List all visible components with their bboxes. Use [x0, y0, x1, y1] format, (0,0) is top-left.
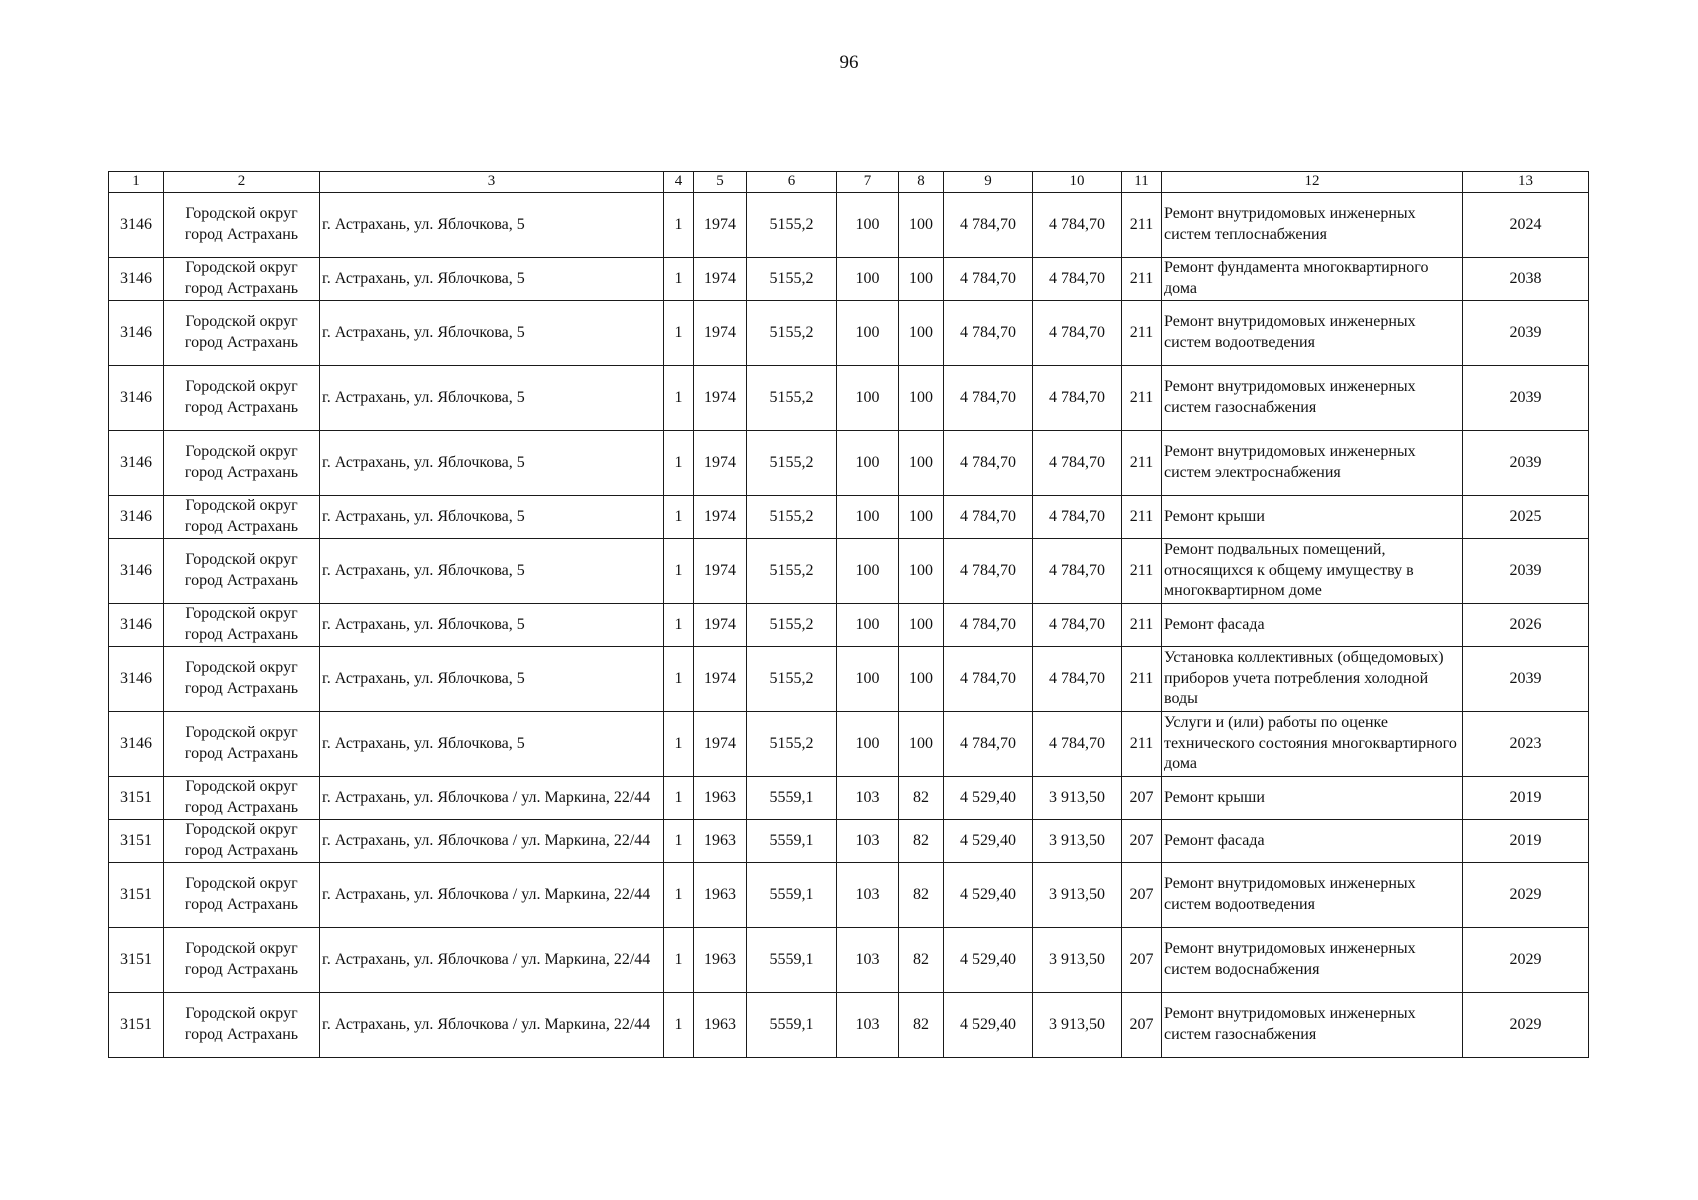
col7-cell: 100 — [837, 604, 899, 647]
col11-cell: 211 — [1122, 366, 1162, 431]
col7-cell: 100 — [837, 712, 899, 777]
col10-cell: 3 913,50 — [1033, 863, 1122, 928]
col7-cell: 100 — [837, 431, 899, 496]
col11-cell: 211 — [1122, 647, 1162, 712]
col4-cell: 1 — [664, 820, 694, 863]
row-number: 3151 — [109, 928, 164, 993]
col4-cell: 1 — [664, 777, 694, 820]
municipality-cell: Городской округ город Астрахань — [164, 258, 320, 301]
col8-cell: 82 — [899, 993, 944, 1058]
address-cell: г. Астрахань, ул. Яблочкова / ул. Маркина, 22/44 — [320, 928, 664, 993]
area-cell: 5559,1 — [747, 777, 837, 820]
col10-cell: 4 784,70 — [1033, 366, 1122, 431]
row-number: 3146 — [109, 193, 164, 258]
municipality-cell: Городской округ город Астрахань — [164, 777, 320, 820]
col10-cell: 4 784,70 — [1033, 647, 1122, 712]
address-cell: г. Астрахань, ул. Яблочкова, 5 — [320, 301, 664, 366]
row-number: 3146 — [109, 539, 164, 604]
col11-cell: 207 — [1122, 863, 1162, 928]
area-cell: 5155,2 — [747, 604, 837, 647]
work-type-cell: Ремонт внутридомовых инженерных систем водоотведения — [1162, 863, 1463, 928]
col4-cell: 1 — [664, 539, 694, 604]
col7-cell: 100 — [837, 301, 899, 366]
col9-cell: 4 784,70 — [944, 604, 1033, 647]
col10-cell: 4 784,70 — [1033, 539, 1122, 604]
row-number: 3146 — [109, 604, 164, 647]
row-number: 3146 — [109, 366, 164, 431]
table-row — [109, 539, 1589, 604]
col8-cell: 100 — [899, 366, 944, 431]
col8-cell: 100 — [899, 193, 944, 258]
row-number: 3151 — [109, 820, 164, 863]
year-cell: 1974 — [694, 496, 747, 539]
col7-cell: 103 — [837, 993, 899, 1058]
col11-cell: 211 — [1122, 258, 1162, 301]
column-header: 4 — [664, 172, 694, 193]
municipality-cell: Городской округ город Астрахань — [164, 431, 320, 496]
work-type-cell: Ремонт фасада — [1162, 604, 1463, 647]
column-header: 1 — [109, 172, 164, 193]
column-header: 11 — [1122, 172, 1162, 193]
col10-cell: 4 784,70 — [1033, 604, 1122, 647]
col7-cell: 100 — [837, 366, 899, 431]
planned-year-cell: 2029 — [1463, 863, 1589, 928]
col11-cell: 211 — [1122, 301, 1162, 366]
col4-cell: 1 — [664, 928, 694, 993]
col7-cell: 103 — [837, 863, 899, 928]
planned-year-cell: 2038 — [1463, 258, 1589, 301]
col10-cell: 4 784,70 — [1033, 496, 1122, 539]
work-type-cell: Ремонт подвальных помещений, относящихся к общему имуществу в многоквартирном доме — [1162, 539, 1463, 604]
address-cell: г. Астрахань, ул. Яблочкова / ул. Маркина, 22/44 — [320, 863, 664, 928]
col8-cell: 82 — [899, 820, 944, 863]
work-type-cell: Ремонт внутридомовых инженерных систем электроснабжения — [1162, 431, 1463, 496]
header-row — [109, 172, 1589, 193]
table-row — [109, 993, 1589, 1058]
col4-cell: 1 — [664, 604, 694, 647]
work-type-cell: Ремонт крыши — [1162, 777, 1463, 820]
col11-cell: 211 — [1122, 539, 1162, 604]
col7-cell: 103 — [837, 928, 899, 993]
address-cell: г. Астрахань, ул. Яблочкова, 5 — [320, 366, 664, 431]
col8-cell: 82 — [899, 928, 944, 993]
col10-cell: 4 784,70 — [1033, 712, 1122, 777]
address-cell: г. Астрахань, ул. Яблочкова, 5 — [320, 712, 664, 777]
table-row — [109, 820, 1589, 863]
col7-cell: 103 — [837, 777, 899, 820]
col9-cell: 4 784,70 — [944, 431, 1033, 496]
municipality-cell: Городской округ город Астрахань — [164, 193, 320, 258]
col4-cell: 1 — [664, 366, 694, 431]
table-header — [109, 172, 1589, 193]
col10-cell: 3 913,50 — [1033, 777, 1122, 820]
year-cell: 1963 — [694, 863, 747, 928]
col8-cell: 100 — [899, 258, 944, 301]
table-row — [109, 928, 1589, 993]
municipality-cell: Городской округ город Астрахань — [164, 539, 320, 604]
address-cell: г. Астрахань, ул. Яблочкова / ул. Маркина, 22/44 — [320, 777, 664, 820]
col8-cell: 100 — [899, 431, 944, 496]
municipality-cell: Городской округ город Астрахань — [164, 993, 320, 1058]
col8-cell: 100 — [899, 539, 944, 604]
col9-cell: 4 784,70 — [944, 647, 1033, 712]
address-cell: г. Астрахань, ул. Яблочкова, 5 — [320, 193, 664, 258]
row-number: 3151 — [109, 993, 164, 1058]
col10-cell: 4 784,70 — [1033, 193, 1122, 258]
col7-cell: 103 — [837, 820, 899, 863]
col7-cell: 100 — [837, 258, 899, 301]
year-cell: 1963 — [694, 928, 747, 993]
address-cell: г. Астрахань, ул. Яблочкова / ул. Маркина, 22/44 — [320, 993, 664, 1058]
col7-cell: 100 — [837, 496, 899, 539]
planned-year-cell: 2025 — [1463, 496, 1589, 539]
year-cell: 1974 — [694, 539, 747, 604]
planned-year-cell: 2029 — [1463, 993, 1589, 1058]
area-cell: 5155,2 — [747, 647, 837, 712]
col8-cell: 100 — [899, 712, 944, 777]
table-row — [109, 366, 1589, 431]
col9-cell: 4 529,40 — [944, 928, 1033, 993]
col4-cell: 1 — [664, 258, 694, 301]
col11-cell: 207 — [1122, 928, 1162, 993]
table-row — [109, 193, 1589, 258]
municipality-cell: Городской округ город Астрахань — [164, 820, 320, 863]
area-cell: 5155,2 — [747, 712, 837, 777]
work-type-cell: Ремонт внутридомовых инженерных систем теплоснабжения — [1162, 193, 1463, 258]
col4-cell: 1 — [664, 193, 694, 258]
planned-year-cell: 2039 — [1463, 647, 1589, 712]
table-row — [109, 496, 1589, 539]
row-number: 3151 — [109, 863, 164, 928]
col8-cell: 100 — [899, 604, 944, 647]
table-body — [109, 193, 1589, 1058]
work-type-cell: Ремонт фундамента многоквартирного дома — [1162, 258, 1463, 301]
area-cell: 5559,1 — [747, 863, 837, 928]
col8-cell: 82 — [899, 863, 944, 928]
municipality-cell: Городской округ город Астрахань — [164, 604, 320, 647]
col10-cell: 4 784,70 — [1033, 431, 1122, 496]
planned-year-cell: 2024 — [1463, 193, 1589, 258]
table-row — [109, 604, 1589, 647]
municipality-cell: Городской округ город Астрахань — [164, 647, 320, 712]
col4-cell: 1 — [664, 863, 694, 928]
column-header: 8 — [899, 172, 944, 193]
work-type-cell: Установка коллективных (общедомовых) приборов учета потребления холодной воды — [1162, 647, 1463, 712]
col8-cell: 100 — [899, 496, 944, 539]
planned-year-cell: 2023 — [1463, 712, 1589, 777]
col11-cell: 207 — [1122, 777, 1162, 820]
area-cell: 5559,1 — [747, 993, 837, 1058]
area-cell: 5155,2 — [747, 496, 837, 539]
address-cell: г. Астрахань, ул. Яблочкова, 5 — [320, 647, 664, 712]
address-cell: г. Астрахань, ул. Яблочкова, 5 — [320, 539, 664, 604]
work-type-cell: Услуги и (или) работы по оценке технического состояния многоквартирного дома — [1162, 712, 1463, 777]
col8-cell: 100 — [899, 647, 944, 712]
col11-cell: 211 — [1122, 431, 1162, 496]
address-cell: г. Астрахань, ул. Яблочкова, 5 — [320, 431, 664, 496]
column-header: 13 — [1463, 172, 1589, 193]
col9-cell: 4 784,70 — [944, 712, 1033, 777]
col4-cell: 1 — [664, 993, 694, 1058]
column-header: 6 — [747, 172, 837, 193]
table-row — [109, 777, 1589, 820]
address-cell: г. Астрахань, ул. Яблочкова, 5 — [320, 258, 664, 301]
area-cell: 5155,2 — [747, 301, 837, 366]
column-header: 7 — [837, 172, 899, 193]
col10-cell: 4 784,70 — [1033, 258, 1122, 301]
year-cell: 1974 — [694, 258, 747, 301]
municipality-cell: Городской округ город Астрахань — [164, 496, 320, 539]
table-row — [109, 258, 1589, 301]
col11-cell: 211 — [1122, 604, 1162, 647]
col4-cell: 1 — [664, 431, 694, 496]
column-header: 2 — [164, 172, 320, 193]
work-type-cell: Ремонт внутридомовых инженерных систем водоотведения — [1162, 301, 1463, 366]
row-number: 3146 — [109, 258, 164, 301]
planned-year-cell: 2039 — [1463, 366, 1589, 431]
col7-cell: 100 — [837, 193, 899, 258]
col8-cell: 100 — [899, 301, 944, 366]
column-header: 3 — [320, 172, 664, 193]
year-cell: 1974 — [694, 366, 747, 431]
planned-year-cell: 2039 — [1463, 301, 1589, 366]
municipality-cell: Городской округ город Астрахань — [164, 863, 320, 928]
planned-year-cell: 2039 — [1463, 431, 1589, 496]
col9-cell: 4 529,40 — [944, 820, 1033, 863]
col9-cell: 4 784,70 — [944, 366, 1033, 431]
col9-cell: 4 529,40 — [944, 777, 1033, 820]
area-cell: 5155,2 — [747, 366, 837, 431]
col4-cell: 1 — [664, 712, 694, 777]
col9-cell: 4 784,70 — [944, 496, 1033, 539]
col9-cell: 4 784,70 — [944, 258, 1033, 301]
col9-cell: 4 529,40 — [944, 863, 1033, 928]
year-cell: 1974 — [694, 647, 747, 712]
work-type-cell: Ремонт внутридомовых инженерных систем водоснабжения — [1162, 928, 1463, 993]
work-type-cell: Ремонт внутридомовых инженерных систем газоснабжения — [1162, 993, 1463, 1058]
address-cell: г. Астрахань, ул. Яблочкова, 5 — [320, 496, 664, 539]
year-cell: 1974 — [694, 431, 747, 496]
area-cell: 5155,2 — [747, 258, 837, 301]
area-cell: 5155,2 — [747, 193, 837, 258]
col11-cell: 211 — [1122, 712, 1162, 777]
area-cell: 5559,1 — [747, 820, 837, 863]
planned-year-cell: 2026 — [1463, 604, 1589, 647]
area-cell: 5559,1 — [747, 928, 837, 993]
municipality-cell: Городской округ город Астрахань — [164, 301, 320, 366]
row-number: 3146 — [109, 712, 164, 777]
registry-table — [108, 171, 1589, 1058]
row-number: 3146 — [109, 431, 164, 496]
row-number: 3151 — [109, 777, 164, 820]
column-header: 5 — [694, 172, 747, 193]
col10-cell: 3 913,50 — [1033, 820, 1122, 863]
year-cell: 1974 — [694, 712, 747, 777]
row-number: 3146 — [109, 301, 164, 366]
col11-cell: 211 — [1122, 193, 1162, 258]
column-header: 10 — [1033, 172, 1122, 193]
col9-cell: 4 784,70 — [944, 301, 1033, 366]
col10-cell: 3 913,50 — [1033, 993, 1122, 1058]
address-cell: г. Астрахань, ул. Яблочкова, 5 — [320, 604, 664, 647]
column-header: 12 — [1162, 172, 1463, 193]
municipality-cell: Городской округ город Астрахань — [164, 366, 320, 431]
table-row — [109, 863, 1589, 928]
planned-year-cell: 2019 — [1463, 777, 1589, 820]
col11-cell: 207 — [1122, 820, 1162, 863]
area-cell: 5155,2 — [747, 431, 837, 496]
col9-cell: 4 784,70 — [944, 193, 1033, 258]
planned-year-cell: 2029 — [1463, 928, 1589, 993]
year-cell: 1974 — [694, 604, 747, 647]
col7-cell: 100 — [837, 539, 899, 604]
col4-cell: 1 — [664, 496, 694, 539]
year-cell: 1974 — [694, 193, 747, 258]
work-type-cell: Ремонт крыши — [1162, 496, 1463, 539]
table-row — [109, 431, 1589, 496]
col7-cell: 100 — [837, 647, 899, 712]
work-type-cell: Ремонт внутридомовых инженерных систем газоснабжения — [1162, 366, 1463, 431]
address-cell: г. Астрахань, ул. Яблочкова / ул. Маркина, 22/44 — [320, 820, 664, 863]
year-cell: 1963 — [694, 993, 747, 1058]
col8-cell: 82 — [899, 777, 944, 820]
col4-cell: 1 — [664, 647, 694, 712]
work-type-cell: Ремонт фасада — [1162, 820, 1463, 863]
planned-year-cell: 2019 — [1463, 820, 1589, 863]
municipality-cell: Городской округ город Астрахань — [164, 712, 320, 777]
municipality-cell: Городской округ город Астрахань — [164, 928, 320, 993]
col11-cell: 211 — [1122, 496, 1162, 539]
col10-cell: 3 913,50 — [1033, 928, 1122, 993]
planned-year-cell: 2039 — [1463, 539, 1589, 604]
col4-cell: 1 — [664, 301, 694, 366]
page-number: 96 — [839, 52, 859, 73]
year-cell: 1974 — [694, 301, 747, 366]
table-row — [109, 647, 1589, 712]
area-cell: 5155,2 — [747, 539, 837, 604]
table-row — [109, 301, 1589, 366]
year-cell: 1963 — [694, 777, 747, 820]
col9-cell: 4 529,40 — [944, 993, 1033, 1058]
row-number: 3146 — [109, 647, 164, 712]
col11-cell: 207 — [1122, 993, 1162, 1058]
year-cell: 1963 — [694, 820, 747, 863]
col9-cell: 4 784,70 — [944, 539, 1033, 604]
col10-cell: 4 784,70 — [1033, 301, 1122, 366]
row-number: 3146 — [109, 496, 164, 539]
column-header: 9 — [944, 172, 1033, 193]
table-row — [109, 712, 1589, 777]
